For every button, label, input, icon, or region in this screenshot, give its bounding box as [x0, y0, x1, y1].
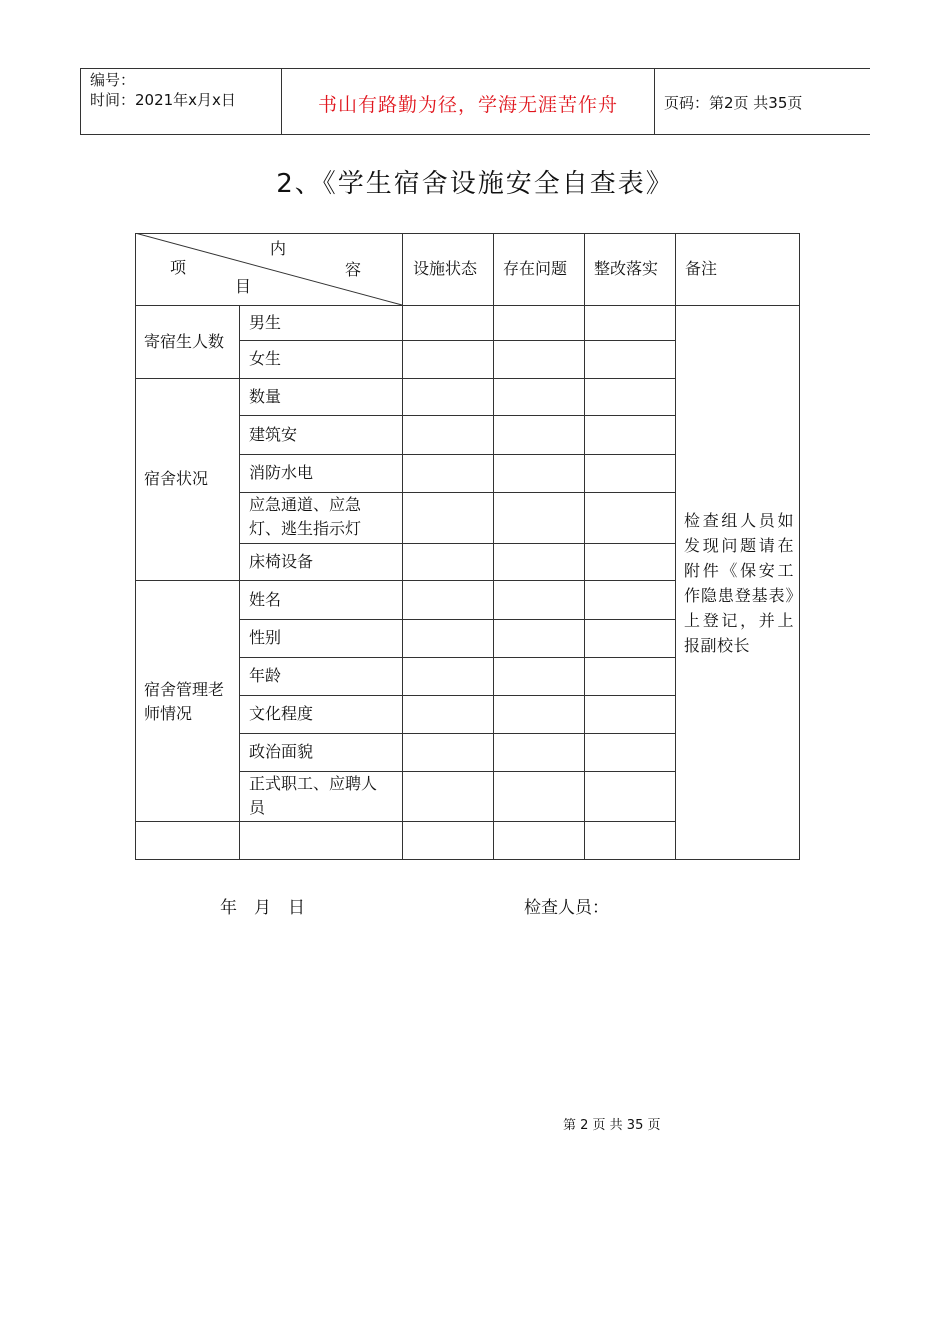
item-label: 应急通道、应急灯、逃生指示灯	[249, 495, 362, 538]
table-row-line	[239, 657, 675, 658]
item-label: 床椅设备	[249, 552, 314, 571]
header-number-label: 编号：	[90, 71, 136, 89]
item-label: 年龄	[249, 666, 282, 685]
table-col-line	[675, 233, 676, 860]
table-group-line	[135, 580, 675, 581]
table-col-line	[402, 233, 403, 860]
table-border-bottom	[135, 859, 800, 860]
corner-label-top: 内	[270, 239, 287, 258]
group-label-boarders: 寄宿生人数	[144, 332, 225, 351]
table-row-line	[239, 454, 675, 455]
table-group-line	[135, 378, 675, 379]
corner-label-bottom: 目	[235, 277, 252, 296]
column-header-issues: 存在问题	[503, 259, 568, 278]
item-label: 建筑安	[249, 425, 298, 444]
table-border-right	[799, 233, 800, 860]
item-label: 正式职工、应聘人员	[249, 774, 378, 817]
table-row-line	[239, 340, 675, 341]
column-header-rectification: 整改落实	[594, 259, 659, 278]
group-label-dorm-teachers: 宿舍管理老师情况	[144, 680, 225, 723]
item-label: 政治面貌	[249, 742, 314, 761]
page-number: 第 2 页 共 35 页	[563, 1118, 661, 1133]
header-motto: 书山有路勤为径，学海无涯苦作舟	[317, 94, 618, 116]
table-group-line	[135, 821, 675, 822]
header-divider	[654, 68, 655, 135]
page-title: 2、《学生宿舍设施安全自查表》	[276, 169, 674, 199]
table-row-line	[239, 695, 675, 696]
date-label: 年 月 日	[220, 898, 305, 918]
column-header-remarks: 备注	[685, 259, 718, 278]
table-row-line	[239, 543, 675, 544]
header-page-info: 页码：第2页 共35页	[664, 94, 803, 112]
item-label: 性别	[249, 628, 282, 647]
table-col-line	[239, 305, 240, 860]
table-row-line	[239, 415, 675, 416]
table-col-line	[493, 233, 494, 860]
header-time-label: 时间：2021年x月x日	[90, 91, 236, 109]
item-label: 文化程度	[249, 704, 314, 723]
group-label-dorm-status: 宿舍状况	[144, 469, 209, 488]
item-label: 姓名	[249, 590, 282, 609]
inspector-label: 检查人员：	[524, 898, 609, 918]
corner-label-right: 容	[345, 260, 362, 279]
column-header-status: 设施状态	[413, 259, 478, 278]
item-label: 数量	[249, 387, 282, 406]
table-row-line	[239, 733, 675, 734]
table-border-left	[135, 233, 136, 860]
remark-text: 检查组人员如发现问题请在附件《保安工作隐患登基表》上登记，并上报副校长	[684, 511, 794, 655]
corner-label-left: 项	[170, 258, 187, 277]
item-label: 男生	[249, 313, 282, 332]
item-label: 女生	[249, 349, 282, 368]
table-row-line	[239, 619, 675, 620]
table-col-line	[584, 233, 585, 860]
item-label: 消防水电	[249, 463, 314, 482]
